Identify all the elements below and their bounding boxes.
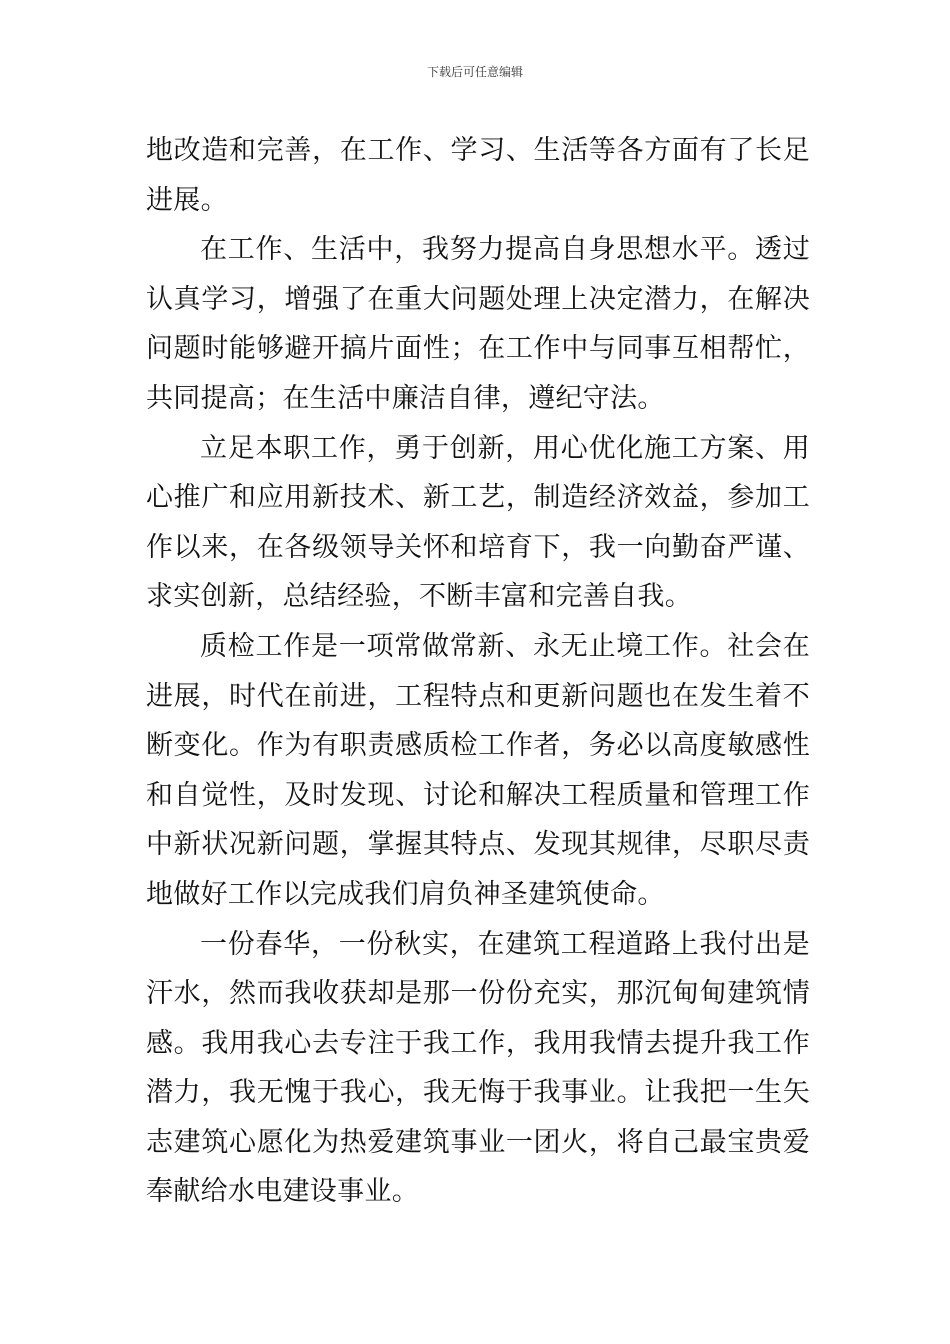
paragraph-conclusion: 一份春华，一份秋实，在建筑工程道路上我付出是汗水，然而我收获却是那一份份充实，那沉甸甸建筑情感。我用我心去专注于我工作，我用我情去提升我工作潜力，我无愧于我心，我无悔于我事业。让我把一生矢志建筑心愿化为热爱建筑事业一团火，将自己最宝贵爱奉献给水电建设事业。 [146,928,810,1208]
paragraph-quality-inspection: 质检工作是一项常做常新、永无止境工作。社会在进展，时代在前进，工程特点和更新问题也在发生着不断变化。作为有职责感质检工作者，务必以高度敏感性和自觉性，及时发现、讨论和解决工程质量和管理工作中新状况新问题，掌握其特点、发现其规律，尽职尽责地做好工作以完成我们肩负神圣建筑使命。 [146,630,810,910]
page-header: 下载后可任意编辑 [426,65,523,79]
document-body [146,126,810,1217]
paragraph-continuation: 地改造和完善，在工作、学习、生活等各方面有了长足进展。 [146,135,810,216]
paragraph-self-improvement: 在工作、生活中，我努力提高自身思想水平。透过认真学习，增强了在重大问题处理上决定潜力，在解决问题时能够避开搞片面性；在工作中与同事互相帮忙，共同提高；在生活中廉洁自律，遵纪守法。 [146,234,810,414]
paragraph-innovation: 立足本职工作，勇于创新，用心优化施工方案、用心推广和应用新技术、新工艺，制造经济效益，参加工作以来，在各级领导关怀和培育下，我一向勤奋严谨、求实创新，总结经验，不断丰富和完善自我。 [146,432,810,613]
